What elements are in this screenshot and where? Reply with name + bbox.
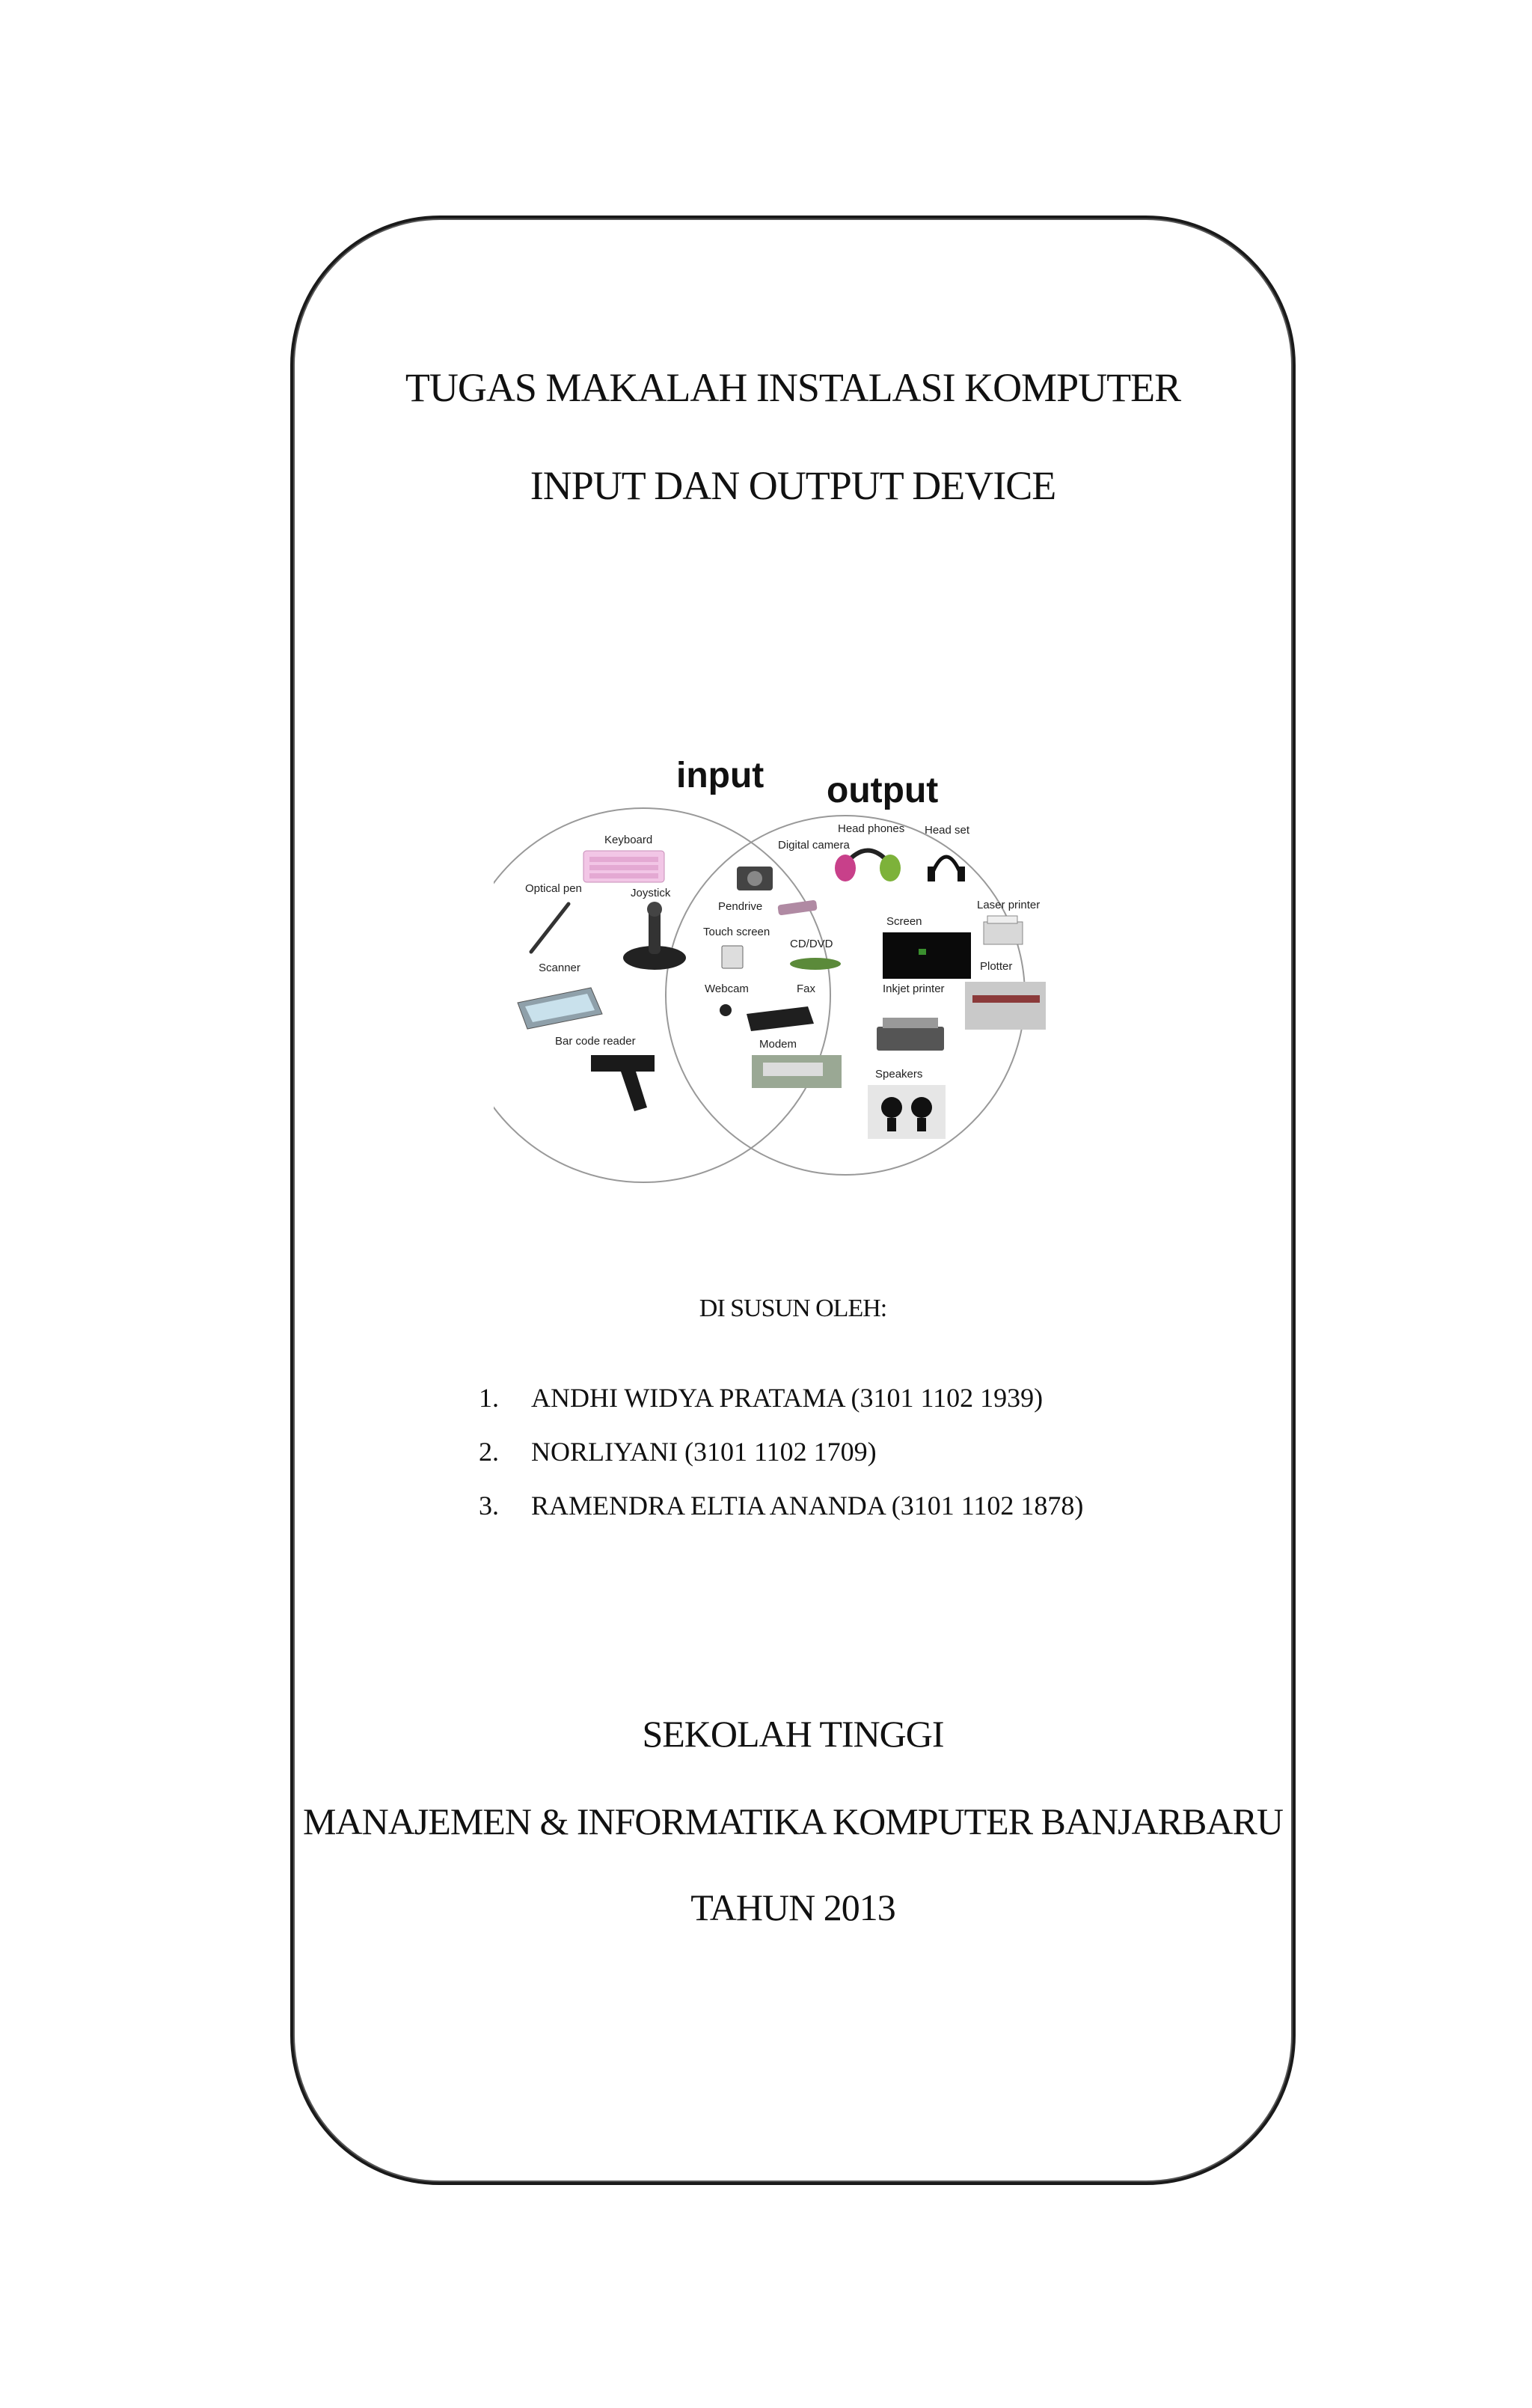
institution-line-2: MANAJEMEN & INFORMATIKA KOMPUTER BANJARBARU — [303, 1800, 1283, 1842]
label-fax: Fax — [797, 983, 816, 995]
cd-dvd-icon — [790, 958, 841, 970]
modem-icon — [752, 1055, 842, 1088]
label-pendrive: Pendrive — [718, 900, 763, 913]
fax-icon — [747, 1006, 814, 1031]
input-output-venn-diagram — [494, 748, 1092, 1197]
list-item — [479, 1371, 1083, 1425]
webcam-icon — [720, 1004, 732, 1016]
label-modem: Modem — [759, 1038, 797, 1051]
label-scanner: Scanner — [539, 962, 580, 974]
head-phones-icon — [835, 851, 901, 882]
label-digital-camera: Digital camera — [778, 839, 850, 852]
label-plotter: Plotter — [980, 960, 1013, 973]
label-speakers: Speakers — [875, 1068, 923, 1081]
label-joystick: Joystick — [631, 887, 671, 899]
screen-icon — [883, 932, 971, 979]
inkjet-printer-icon — [877, 1018, 944, 1051]
author-name: RAMENDRA ELTIA ANANDA (3101 1102 1878) — [531, 1491, 1084, 1521]
list-item — [479, 1425, 1083, 1479]
touch-screen-icon — [722, 946, 743, 968]
label-screen: Screen — [886, 915, 922, 928]
laser-printer-icon — [984, 916, 1023, 944]
byline-label: DI SUSUN OLEH: — [699, 1295, 887, 1322]
label-inkjet-printer: Inkjet printer — [883, 983, 945, 995]
label-laser-printer: Laser printer — [977, 899, 1041, 911]
author-list — [479, 1371, 1083, 1532]
digital-camera-icon — [737, 867, 773, 890]
scanner-icon — [518, 988, 602, 1029]
author-name: NORLIYANI (3101 1102 1709) — [531, 1437, 877, 1467]
speakers-icon — [868, 1085, 946, 1139]
title-line-2: INPUT DAN OUTPUT DEVICE — [530, 463, 1056, 508]
plotter-icon — [965, 982, 1046, 1030]
list-item-number: 3. — [479, 1491, 499, 1521]
title-line-1: TUGAS MAKALAH INSTALASI KOMPUTER — [405, 365, 1181, 410]
label-head-set: Head set — [925, 824, 970, 837]
head-set-icon — [928, 857, 965, 881]
list-item-number: 1. — [479, 1383, 499, 1413]
list-item — [479, 1479, 1083, 1532]
list-item-number: 2. — [479, 1437, 499, 1467]
optical-pen-icon — [531, 904, 569, 952]
institution-line-1: SEKOLAH TINGGI — [642, 1713, 944, 1755]
label-keyboard: Keyboard — [604, 834, 653, 846]
label-touch-screen: Touch screen — [703, 926, 770, 938]
author-name: ANDHI WIDYA PRATAMA (3101 1102 1939) — [531, 1383, 1044, 1413]
label-cd-dvd: CD/DVD — [790, 938, 833, 950]
bar-code-reader-icon — [591, 1055, 655, 1111]
input-heading: input — [676, 756, 765, 795]
label-head-phones: Head phones — [838, 822, 905, 835]
label-bar-code-reader: Bar code reader — [555, 1035, 636, 1048]
institution-year: TAHUN 2013 — [690, 1886, 895, 1928]
output-heading: output — [827, 771, 939, 810]
label-optical-pen: Optical pen — [525, 882, 582, 895]
label-webcam: Webcam — [705, 983, 749, 995]
keyboard-icon — [583, 851, 664, 882]
